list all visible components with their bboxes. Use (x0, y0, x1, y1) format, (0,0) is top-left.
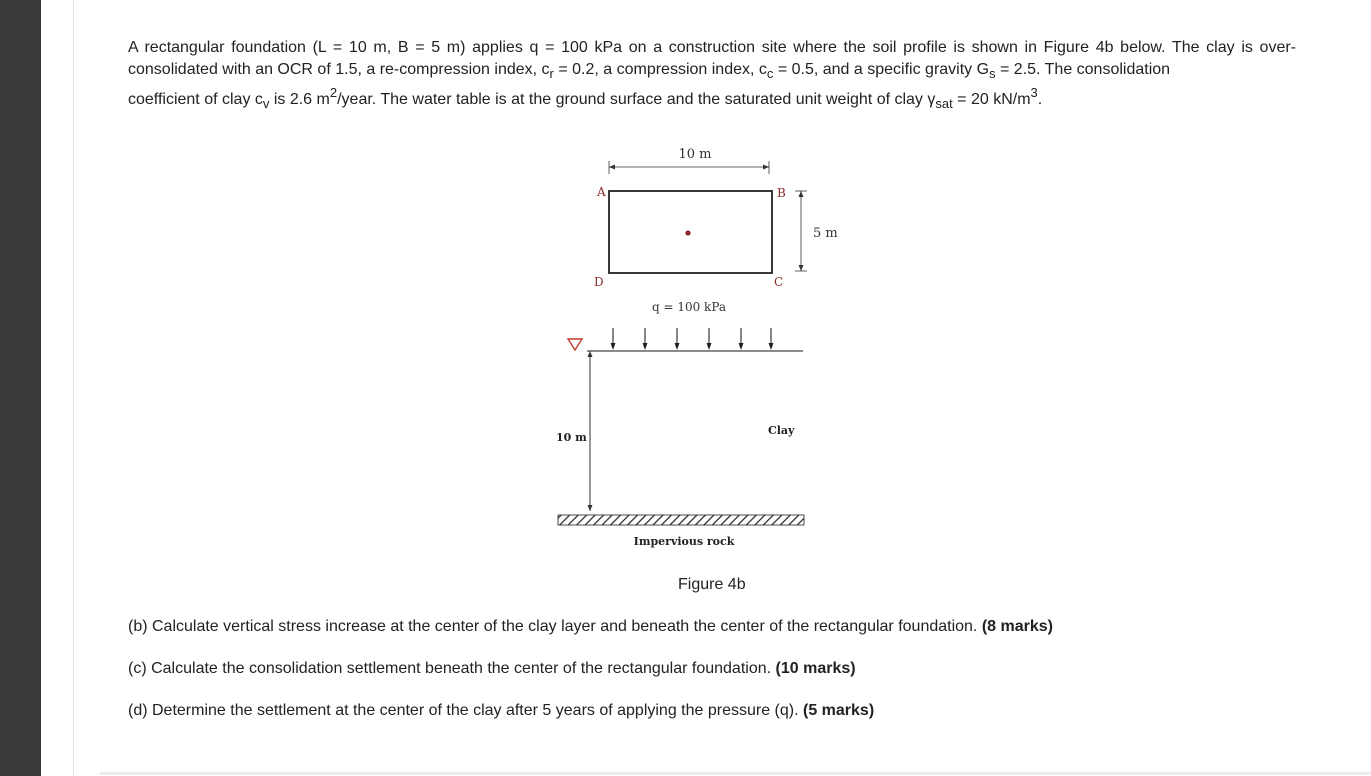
text-fragment: /year. The water table is at the ground surface and the saturated unit weight of clay γ (337, 91, 936, 108)
foundation-rectangle (609, 191, 772, 273)
superscript: 2 (329, 85, 338, 100)
text-fragment: . (1037, 91, 1043, 108)
text-fragment: = 0.5, and a specific gravity G (773, 61, 990, 78)
question-d (128, 702, 874, 720)
subscript: v (262, 96, 270, 111)
corner-d-label: D (594, 275, 604, 289)
corner-a-label: A (597, 185, 606, 199)
length-dimension (609, 161, 769, 174)
subscript: c (766, 66, 774, 81)
layer-thickness-label: 10 m (556, 431, 587, 444)
width-label: 5 m (813, 226, 838, 241)
load-label: q = 100 kPa (651, 300, 727, 314)
content-divider (73, 0, 74, 776)
question-d-text: (d) Determine the settlement at the center of the clay after 5 years of applying the pressure (q). (128, 702, 803, 719)
thickness-arrow-bottom (588, 505, 593, 511)
text-fragment: A rectangular foundation (L = 10 m, B = 5 m) applies q = 100 kPa on a construction site where the soil profile is shown in Figure 4b below. The clay is over-consolidated with an OCR of 1.5, a re-compression index, c (128, 39, 1296, 78)
text-fragment: = 0.2, a compression index, c (553, 61, 767, 78)
subscript: r (549, 66, 554, 81)
question-c (128, 660, 856, 678)
center-point (685, 230, 690, 235)
text-fragment: = 2.5. The consolidation (995, 61, 1171, 78)
superscript: 3 (1030, 85, 1038, 100)
corner-b-label: B (777, 186, 786, 200)
question-c-marks: (10 marks) (775, 660, 856, 677)
text-fragment: = 20 kN/m (952, 91, 1031, 108)
corner-c-label: C (774, 275, 784, 289)
question-b-text: (b) Calculate vertical stress increase at the center of the clay layer and beneath the center of the rectangular foundation. (128, 618, 982, 635)
thickness-arrow-top (588, 351, 593, 357)
figure-caption: Figure 4b (678, 576, 746, 593)
bottom-border (100, 772, 1371, 775)
figure-4b-diagram (545, 140, 845, 560)
question-b-marks: (8 marks) (981, 618, 1053, 635)
left-sidebar-bar (0, 0, 41, 776)
text-fragment: is 2.6 m (269, 91, 330, 108)
load-arrows (611, 328, 774, 350)
length-label: 10 m (678, 147, 712, 162)
subscript: sat (935, 96, 953, 111)
problem-statement (128, 37, 1296, 111)
text-fragment: coefficient of clay c (128, 91, 263, 108)
question-b (128, 618, 1053, 636)
water-table-icon (568, 339, 582, 350)
clay-label: Clay (768, 424, 795, 437)
problem-line-3 (128, 85, 1296, 111)
subscript: s (989, 66, 996, 81)
width-dimension (795, 191, 807, 271)
question-c-text: (c) Calculate the consolidation settlement beneath the center of the rectangular foundation. (128, 660, 776, 677)
question-d-marks: (5 marks) (803, 702, 875, 719)
impervious-rock-layer (558, 515, 804, 525)
rock-label: Impervious rock (633, 535, 735, 548)
